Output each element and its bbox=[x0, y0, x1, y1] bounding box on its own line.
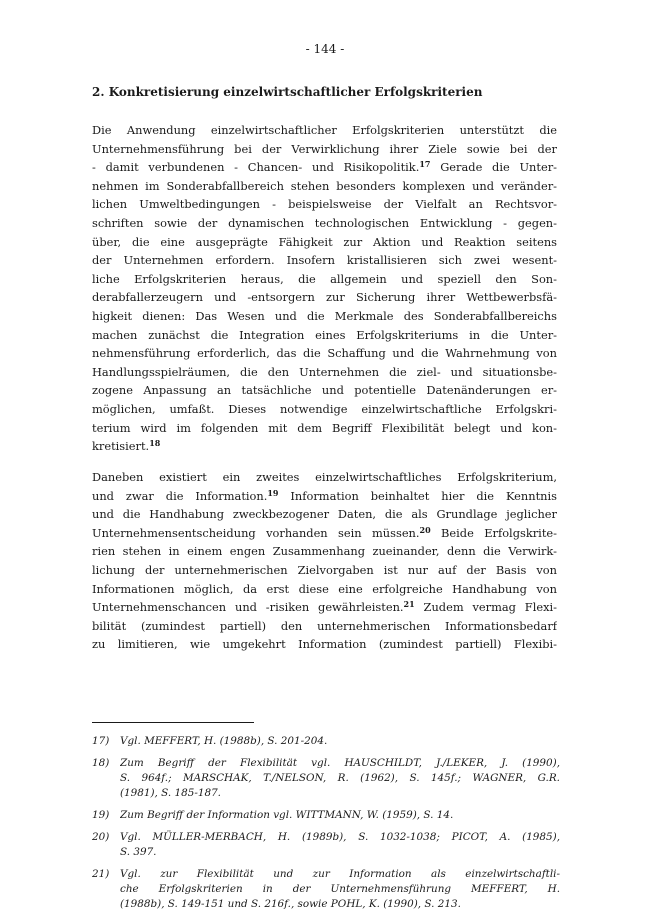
footnote-line: che Erfolgskriterien in der Unternehmensführung MEFFERT, H. bbox=[120, 883, 560, 895]
paragraph-2 bbox=[92, 468, 557, 654]
footnote-line: Zum Begriff der Information vgl. WITTMANN, W. (1959), S. 14. bbox=[120, 809, 454, 821]
text-line: liche Erfolgskriterien heraus, die allgemein und speziell den Son- bbox=[92, 271, 557, 286]
footnote-line: Vgl. MÜLLER-MERBACH, H. (1989b), S. 1032-1038; PICOT, A. (1985), bbox=[120, 831, 560, 843]
footnote-number: 20) bbox=[92, 831, 110, 843]
page-number: - 144 - bbox=[305, 42, 345, 56]
footnotes bbox=[92, 734, 560, 919]
footnote-number: 18) bbox=[92, 757, 110, 769]
text-line: und die Handhabung zweckbezogener Daten, die als Grundlage jeglicher bbox=[92, 507, 557, 522]
text-line: lichung der unternehmerischen Zielvorgaben ist nur auf der Basis von bbox=[92, 562, 557, 577]
text-segment: Unternehmenschancen und -risiken gewährleisten. bbox=[92, 600, 404, 615]
footnote-line: Zum Begriff der Flexibilität vgl. HAUSCHILDT, J./LEKER, J. (1990), bbox=[120, 757, 560, 769]
text-line: möglichen, umfaßt. Dieses notwendige einzelwirtschaftliche Erfolgskri- bbox=[92, 401, 557, 416]
footnote-line: (1981), S. 185-187. bbox=[120, 787, 221, 799]
footnote-line: Vgl. zur Flexibilität und zur Information als einzelwirtschaftli- bbox=[120, 868, 560, 880]
text-line: Informationen möglich, da erst diese eine erfolgreiche Handhabung von bbox=[92, 581, 557, 596]
text-line bbox=[92, 487, 557, 506]
text-line: lichen Umweltbedingungen - beispielsweise der Vielfalt an Rechtsvor- bbox=[92, 197, 557, 212]
text-line: bilität (zumindest partiell) den unternehmerischen Informationsbedarf bbox=[92, 618, 557, 633]
text-line: Handlungsspielräumen, die den Unternehmen die ziel- und situationsbe- bbox=[92, 364, 557, 379]
footnote-ref-19: 19 bbox=[267, 487, 279, 498]
footnote-ref-18: 18 bbox=[149, 438, 161, 449]
section-heading: 2. Konkretisierung einzelwirtschaftlicher Erfolgskriterien bbox=[92, 85, 483, 99]
text-line: Daneben existiert ein zweites einzelwirtschaftliches Erfolgskriterium, bbox=[92, 470, 557, 484]
text-line: higkeit dienen: Das Wesen und die Merkmale des Sonderabfallbereichs bbox=[92, 308, 557, 323]
text-line: zu limitieren, wie umgekehrt Information (zumindest partiell) Flexibi- bbox=[92, 637, 557, 652]
text-line: nehmensführung erforderlich, das die Schaffung und die Wahrnehmung von bbox=[92, 346, 557, 361]
footnote-number: 19) bbox=[92, 809, 110, 821]
footnote-17 bbox=[92, 734, 560, 749]
footnote-ref-20: 20 bbox=[419, 524, 431, 535]
text-line bbox=[92, 437, 557, 456]
footnote-20 bbox=[92, 830, 560, 860]
text-line: der Unternehmen erfordern. Insofern kristallisieren sich zwei wesent- bbox=[92, 253, 557, 268]
footnote-number: 17) bbox=[92, 735, 110, 747]
text-segment: - damit verbundenen - Chancen- und Risikopolitik. bbox=[92, 160, 420, 175]
footnote-ref-21: 21 bbox=[403, 599, 415, 610]
footnote-19 bbox=[92, 808, 560, 823]
text-line: zogene Anpassung an tatsächliche und potentielle Datenänderungen er- bbox=[92, 383, 557, 398]
footnote-line: (1988b), S. 149-151 und S. 216f., sowie POHL, K. (1990), S. 213. bbox=[120, 898, 461, 910]
text-line: rien stehen in einem engen Zusammenhang zueinander, denn die Verwirk- bbox=[92, 544, 557, 559]
footnote-ref-17: 17 bbox=[419, 159, 431, 170]
text-line: Unternehmensführung bei der Verwirklichung ihrer Ziele sowie bei der bbox=[92, 141, 557, 156]
text-segment: Gerade die Unter- bbox=[430, 160, 557, 175]
footnote-21 bbox=[92, 867, 560, 912]
text-line: über, die eine ausgeprägte Fähigkeit zur Aktion und Reaktion seitens bbox=[92, 234, 557, 249]
text-segment: Beide Erfolgskrite- bbox=[430, 525, 557, 540]
footnote-separator bbox=[92, 722, 254, 723]
footnote-number: 21) bbox=[92, 868, 110, 880]
text-line: nehmen im Sonderabfallbereich stehen besonders komplexen und veränder- bbox=[92, 178, 557, 193]
footnote-line: S. 964f.; MARSCHAK, T./NELSON, R. (1962), S. 145f.; WAGNER, G.R. bbox=[120, 772, 560, 784]
text-line bbox=[92, 524, 557, 543]
text-line: derabfallerzeugern und -entsorgern zur Sicherung ihrer Wettbewerbsfä- bbox=[92, 290, 557, 305]
text-line: schriften sowie der dynamischen technologischen Entwicklung - gegen- bbox=[92, 215, 557, 230]
text-segment: Information beinhaltet hier die Kenntnis bbox=[278, 488, 557, 503]
text-line: Die Anwendung einzelwirtschaftlicher Erfolgskriterien unterstützt die bbox=[92, 123, 557, 137]
footnote-18 bbox=[92, 756, 560, 801]
text-segment: Zudem vermag Flexi- bbox=[414, 600, 557, 615]
text-segment: kretisiert. bbox=[92, 439, 150, 454]
text-line bbox=[92, 158, 557, 177]
text-line: terium wird im folgenden mit dem Begriff Flexibilität belegt und kon- bbox=[92, 420, 557, 435]
text-line: machen zunächst die Integration eines Erfolgskriteriums in die Unter- bbox=[92, 327, 557, 342]
footnote-line: S. 397. bbox=[120, 846, 157, 858]
paragraph-1 bbox=[92, 121, 557, 456]
text-segment: Unternehmensentscheidung vorhanden sein müssen. bbox=[92, 525, 420, 540]
text-segment: und zwar die Information. bbox=[92, 488, 268, 503]
text-line bbox=[92, 598, 557, 617]
footnote-line: Vgl. MEFFERT, H. (1988b), S. 201-204. bbox=[120, 735, 328, 747]
